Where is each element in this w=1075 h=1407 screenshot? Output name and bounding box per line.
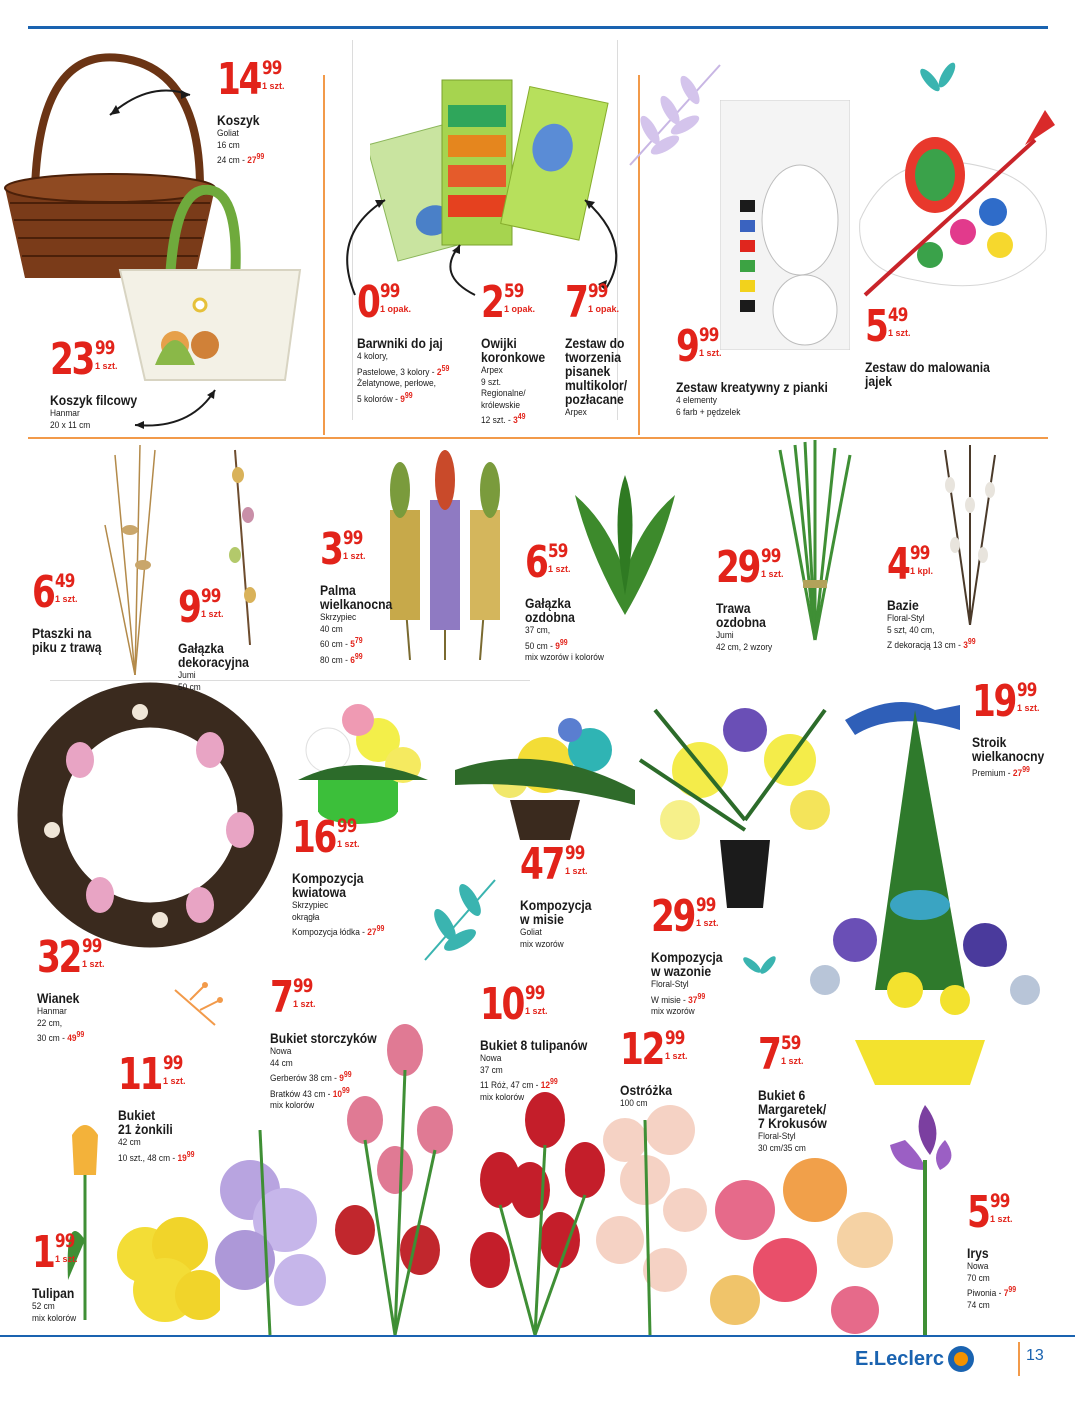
product-alt-price: Pastelowe, 3 kolory - $2^{59}$ (357, 363, 450, 378)
product-desc: Jumi (716, 630, 734, 641)
product-name: Owijki (481, 336, 517, 351)
product-kompozycja-kwiatowa (292, 813, 397, 939)
product-name: Irys (967, 1246, 989, 1261)
product-zonkile (118, 1050, 205, 1164)
product-desc: 70 cm (967, 1272, 990, 1284)
product-name: tworzenia (565, 350, 622, 365)
product-desc: 40 cm (320, 623, 343, 635)
product-alt-price: Gerberów 38 cm - $9^{99}$ (270, 1070, 352, 1085)
product-barwniki (357, 278, 462, 405)
price-unit: 1 szt. (343, 551, 366, 561)
product-name: Palma (320, 583, 356, 598)
price-decimal: 99 (337, 815, 357, 837)
product-stroik (972, 677, 1052, 780)
product-name: piku z trawą (32, 640, 102, 655)
price-unit: 1 szt. (1017, 703, 1040, 713)
product-kompozycja-misa (520, 840, 600, 950)
price-decimal: 49 (55, 570, 75, 592)
product-desc: królewskie (481, 399, 521, 411)
price-unit: 1 szt. (781, 1056, 804, 1066)
price-unit: 1 szt. (990, 1214, 1013, 1224)
product-desc: Floral-Styl (758, 1131, 796, 1142)
product-storczyki (270, 973, 389, 1112)
product-desc: 6 farb + pędzelek (676, 406, 741, 418)
product-desc: Arpex (481, 365, 503, 376)
product-desc: Arpex (565, 407, 587, 418)
product-name: pozłacane (565, 392, 624, 407)
product-alt-price: Premium - $27^{99}$ (972, 765, 1030, 780)
product-ostrozka (620, 1024, 688, 1110)
price-integer: 19 (972, 676, 1016, 727)
product-margaretki (758, 1030, 835, 1154)
egg-paint-set-image (855, 110, 1055, 300)
price-integer: 6 (32, 567, 54, 618)
price-unit: 1 szt. (201, 609, 224, 619)
price-integer: 29 (651, 891, 695, 942)
product-alt-price: 5 kolorów - $9^{99}$ (357, 390, 413, 405)
product-desc: 4 elementy (676, 395, 717, 406)
price-unit: 1 szt. (95, 361, 118, 371)
product-name: Kompozycja (520, 898, 592, 913)
price-decimal: 99 (293, 975, 313, 997)
product-desc: 42 cm (118, 1137, 141, 1148)
price-unit: 1 szt. (665, 1051, 688, 1061)
product-galazka-ozdobna (525, 538, 615, 664)
product-name: jajek (865, 374, 893, 389)
product-name: w wazonie (651, 964, 712, 979)
price-integer: 16 (292, 812, 336, 863)
price-integer: 14 (217, 54, 261, 105)
price-decimal: 99 (82, 935, 102, 957)
product-desc: Regionalne/ (481, 388, 526, 399)
product-name: ozdobna (716, 615, 766, 630)
price-unit: 1 szt. (55, 1254, 78, 1264)
price-integer: 9 (178, 582, 200, 633)
product-name: kwiatowa (292, 885, 347, 900)
price-decimal: 99 (201, 585, 221, 607)
price-integer: 5 (865, 301, 887, 352)
product-name: Zestaw do (565, 336, 625, 351)
product-irys (967, 1188, 1023, 1311)
product-name: Ostróżka (620, 1083, 673, 1098)
product-desc: Jumi (178, 670, 196, 681)
product-galazka-dekoracyjna (178, 583, 257, 693)
product-name: Kompozycja (651, 950, 723, 965)
product-name: wielkanocny (972, 749, 1045, 764)
product-name: dekoracyjna (178, 655, 249, 670)
price-unit: 1 szt. (888, 328, 911, 338)
product-name: Tulipan (32, 1286, 75, 1301)
product-desc: 50 cm (178, 681, 201, 693)
leaf-decoration-icon (740, 950, 780, 980)
product-name: Bukiet 8 tulipanów (480, 1038, 588, 1053)
product-alt-price: Kompozycja łódka - $27^{99}$ (292, 924, 385, 939)
price-unit: 1 szt. (337, 839, 360, 849)
product-name: Bazie (887, 598, 919, 613)
price-decimal: 99 (95, 337, 115, 359)
price-decimal: 99 (262, 57, 282, 79)
price-decimal: 99 (343, 527, 363, 549)
product-alt-price: 50 cm - $9^{99}$ (525, 637, 568, 652)
price-integer: 9 (676, 321, 698, 372)
price-decimal: 99 (699, 324, 719, 346)
column-divider (323, 75, 325, 435)
price-integer: 29 (716, 542, 760, 593)
product-name: w misie (520, 912, 564, 927)
product-name: Zestaw do malowania (865, 360, 990, 375)
product-name: koronkowe (481, 350, 546, 365)
price-decimal: 59 (548, 540, 568, 562)
price-decimal: 99 (665, 1027, 685, 1049)
product-desc: Floral-Styl (651, 979, 689, 990)
product-desc: Nowa (270, 1046, 292, 1057)
price-decimal: 99 (525, 982, 545, 1004)
flower-composition-image (278, 680, 438, 825)
branch-decoration-icon (170, 980, 225, 1030)
product-alt-price: Bratków 43 cm - $10^{99}$ (270, 1085, 350, 1100)
price-decimal: 99 (588, 280, 608, 302)
product-desc: mix kolorów (480, 1091, 525, 1103)
price-integer: 23 (50, 334, 94, 385)
price-integer: 1 (32, 1227, 54, 1278)
product-desc: 100 cm (620, 1098, 648, 1109)
price-unit: 1 szt. (55, 594, 78, 604)
price-decimal: 49 (888, 304, 908, 326)
price-decimal: 59 (781, 1032, 801, 1054)
product-desc: Goliat (520, 927, 542, 938)
price-unit: 1 opak. (380, 304, 412, 314)
price-unit: 1 szt. (696, 918, 719, 928)
product-desc: okrągła (292, 911, 320, 923)
leaf-decoration-icon (420, 870, 505, 965)
price-unit: 1 kpl. (910, 566, 934, 576)
product-desc: 16 cm (217, 139, 240, 151)
product-desc: 22 cm, (37, 1017, 63, 1029)
product-desc: 37 cm, (525, 625, 551, 636)
product-desc: mix kolorów (32, 1312, 77, 1324)
price-unit: 1 szt. (699, 348, 722, 358)
price-decimal: 99 (380, 280, 400, 302)
product-desc: 42 cm, 2 wzory (716, 641, 773, 653)
price-unit: 1 opak. (588, 304, 620, 314)
bowl-composition-image (450, 710, 640, 840)
price-unit: 1 szt. (565, 866, 588, 876)
product-desc: Nowa (967, 1261, 989, 1272)
price-unit: 1 szt. (82, 959, 105, 969)
product-name: wielkanocna (320, 597, 393, 612)
price-unit: 1 szt. (163, 1076, 186, 1086)
product-desc: mix wzorów (651, 1006, 695, 1018)
product-alt-price: W misie - $37^{99}$ (651, 991, 706, 1006)
product-alt-price: 80 cm - $6^{99}$ (320, 651, 363, 666)
price-decimal: 99 (565, 842, 585, 864)
product-name: pisanek (565, 364, 611, 379)
daisies-bouquet-image (695, 1150, 905, 1335)
product-zestaw-kreatywny (676, 322, 845, 418)
product-desc: Hanmar (50, 408, 80, 419)
price-decimal: 99 (761, 545, 781, 567)
product-name: Trawa (716, 601, 751, 616)
product-name: 21 żonkili (118, 1122, 173, 1137)
product-alt-price: Piwonia - $7^{99}$ (967, 1285, 1017, 1300)
product-desc: mix wzorów (520, 938, 564, 950)
product-desc: Floral-Styl (887, 613, 925, 624)
price-integer: 47 (520, 839, 564, 890)
product-desc: 37 cm (480, 1064, 503, 1076)
product-desc: 4 kolory, (357, 351, 388, 362)
product-alt-price: Z dekoracją 13 cm - $3^{99}$ (887, 637, 976, 652)
price-unit: 1 opak. (504, 304, 536, 314)
product-zestaw-pisanek (565, 278, 634, 419)
product-alt-price: 30 cm - $49^{99}$ (37, 1030, 85, 1045)
price-decimal: 99 (1017, 679, 1037, 701)
product-ptaszki (32, 568, 109, 655)
product-name: Ptaszki na (32, 626, 92, 641)
product-name: Gałązka (178, 641, 224, 656)
product-alt-price: 11 Róż, 47 cm - $12^{99}$ (480, 1077, 558, 1092)
product-desc: Skrzypiec (320, 612, 357, 623)
product-zestaw-malowania (865, 302, 1004, 389)
price-integer: 10 (480, 979, 524, 1030)
arrow-icon (105, 80, 195, 120)
product-name: ozdobna (525, 610, 575, 625)
product-name: 7 Krokusów (758, 1116, 827, 1131)
product-bazie (887, 540, 988, 652)
leclerc-logo (855, 1345, 974, 1373)
price-decimal: 59 (504, 280, 524, 302)
page-number: 13 (1026, 1347, 1044, 1364)
product-palma (320, 525, 400, 666)
product-desc: 74 cm (967, 1299, 990, 1311)
price-integer: 7 (565, 277, 587, 328)
product-name: multikolor/ (565, 378, 628, 393)
product-wianek (37, 932, 105, 1045)
price-integer: 7 (270, 972, 292, 1023)
price-decimal: 99 (163, 1052, 183, 1074)
product-kompozycja-wazon (651, 892, 731, 1018)
product-name: Margaretek/ (758, 1102, 827, 1117)
product-desc: mix kolorów (270, 1100, 315, 1112)
product-name: Koszyk (217, 113, 260, 128)
product-alt-price: 10 szt., 48 cm - $19^{99}$ (118, 1149, 195, 1164)
orchids-image (205, 1130, 335, 1335)
product-tulipany (480, 980, 599, 1103)
product-name: Wianek (37, 991, 80, 1006)
price-integer: 5 (967, 1187, 989, 1238)
wreath-image (10, 680, 300, 950)
product-name: Zestaw kreatywny z pianki (676, 380, 828, 395)
product-desc: Goliat (217, 128, 239, 139)
product-desc: Skrzypiec (292, 900, 329, 911)
daffodils-image (110, 1215, 220, 1335)
product-desc: 20 x 11 cm (50, 419, 91, 431)
product-name: Bukiet 6 (758, 1088, 806, 1103)
product-name: Stroik (972, 735, 1007, 750)
product-alt-price: 60 cm - $5^{79}$ (320, 636, 363, 651)
price-integer: 7 (758, 1029, 780, 1080)
product-desc: 9 szt. (481, 376, 501, 388)
product-desc: mix wzorów i kolorów (525, 652, 604, 664)
product-koszyk-filcowy (50, 335, 147, 431)
product-name: Bukiet (118, 1108, 156, 1123)
price-integer: 12 (620, 1024, 664, 1075)
product-tulipan (32, 1228, 82, 1324)
product-desc: 30 cm/35 cm (758, 1142, 806, 1154)
grass-image (775, 440, 855, 650)
product-name: Koszyk filcowy (50, 393, 138, 408)
section-divider (28, 437, 1048, 439)
price-decimal: 99 (990, 1190, 1010, 1212)
product-owijki (481, 278, 552, 427)
price-integer: 2 (481, 277, 503, 328)
price-integer: 0 (357, 277, 379, 328)
price-integer: 3 (320, 524, 342, 575)
price-decimal: 99 (910, 542, 930, 564)
product-desc: 5 szt, 40 cm, (887, 624, 935, 636)
product-koszyk (217, 54, 285, 167)
price-unit: 1 szt. (262, 81, 285, 91)
price-decimal: 99 (55, 1230, 75, 1252)
footer-divider (1018, 1342, 1020, 1376)
product-alt-price: 12 szt. - $3^{49}$ (481, 412, 526, 427)
product-desc: Żelatynowe, perłowe, (357, 378, 437, 390)
product-desc: 52 cm (32, 1301, 55, 1312)
leclerc-circle-icon (948, 1346, 974, 1372)
price-unit: 1 szt. (761, 569, 784, 579)
product-name: Bukiet storczyków (270, 1031, 377, 1046)
price-integer: 6 (525, 537, 547, 588)
price-unit: 1 szt. (548, 564, 571, 574)
product-name: Gałązka (525, 596, 571, 611)
product-name: Barwniki do jaj (357, 336, 443, 351)
leaf-decoration-icon (915, 55, 965, 100)
product-desc: 44 cm (270, 1057, 293, 1069)
product-alt-price: 24 cm - $27^{99}$ (217, 152, 265, 167)
bottom-rule (0, 1335, 1075, 1337)
product-name: Kompozycja (292, 871, 364, 886)
price-unit: 1 szt. (525, 1006, 548, 1016)
foam-kit-image (720, 100, 850, 350)
brand-name: E.Leclerc (855, 1347, 944, 1370)
price-integer: 11 (118, 1049, 162, 1100)
product-trawa (716, 542, 784, 653)
price-unit: 1 szt. (293, 999, 316, 1009)
product-desc: Hanmar (37, 1006, 67, 1017)
iris-image (885, 1100, 965, 1335)
price-integer: 32 (37, 932, 81, 983)
top-rule (28, 26, 1048, 29)
product-desc: Nowa (480, 1053, 502, 1064)
price-decimal: 99 (696, 894, 716, 916)
price-integer: 4 (887, 539, 909, 590)
leaf-decoration-icon (620, 60, 730, 170)
